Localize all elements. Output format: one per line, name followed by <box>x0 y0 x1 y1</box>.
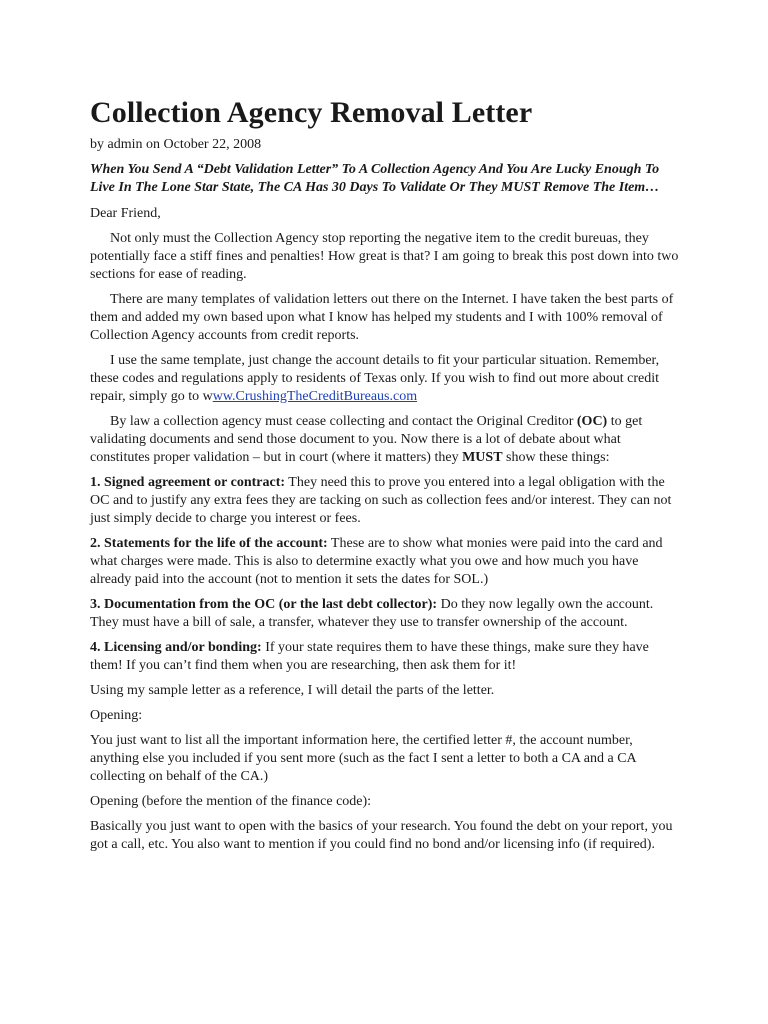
paragraph-4 <box>90 413 680 467</box>
list-item-text: They need this to prove you entered into a legal obligation with the OC and to justify any extra fees they are tacking on such as collection fees and/or interest. They can not just simply decide to charge you interest or fees. <box>90 475 672 526</box>
paragraph-1: Not only must the Collection Agency stop reporting the negative item to the credit bureuas, they potentially face a stiff fines and penalties! How great is that? I am going to break this post down into two sections for ease of reading. <box>90 231 679 282</box>
list-item-label: 2. Statements for the life of the account: <box>90 536 328 551</box>
list-item-documentation <box>90 596 680 632</box>
list-item-statements <box>90 535 680 589</box>
crushing-credit-bureaus-link[interactable]: ww.CrushingTheCreditBureaus.com <box>212 389 418 404</box>
list-item-text: Do they now legally own the account. They must have a bill of sale, a transfer, whatever they use to transfer ownership of the account. <box>90 597 654 630</box>
paragraph-9: Basically you just want to open with the basics of your research. You found the debt on your report, you got a call, etc. You also want to mention if you could find no bond and/or licensing info (if required). <box>90 819 673 852</box>
list-item-text: These are to show what monies were paid into the card and what charges were made. This is also to determine exactly what you owe and how much you have already paid into the account (not to mention it sets the dates for SOL.) <box>90 536 663 587</box>
paragraph-4-text-a: By law a collection agency must cease collecting and contact the Original Creditor <box>110 414 577 429</box>
list-item-signed-agreement <box>90 474 680 528</box>
paragraph-5: Using my sample letter as a reference, I will detail the parts of the letter. <box>90 683 495 698</box>
paragraph-4-text-c: show these things: <box>502 450 610 465</box>
list-item-label: 4. Licensing and/or bonding: <box>90 640 262 655</box>
byline: by admin on October 22, 2008 <box>90 137 262 152</box>
list-item-label: 3. Documentation from the OC (or the last debt collector): <box>90 597 438 612</box>
paragraph-3-text: I use the same template, just change the account details to fit your particular situation. Remember, these codes and regulations apply to residents of Texas only. If you wish to find out more about credit repair, simply go to w <box>90 353 660 404</box>
list-item-text: If your state requires them to have these things, make sure they have them! If you can’t find them when you are researching, then ask them for it! <box>90 640 649 673</box>
subheading: When You Send A “Debt Validation Letter” To A Collection Agency And You Are Lucky Enough To Live In The Lone Star State, The CA Has 30 Days To Validate Or They MUST Remove The Item… <box>90 162 660 195</box>
paragraph-3 <box>90 352 680 406</box>
section-label-opening: Opening: <box>90 708 143 723</box>
paragraph-2: There are many templates of validation letters out there on the Internet. I have taken the best parts of them and added my own based upon what I know has helped my students and I with 100% removal of Collection Agency accounts from credit reports. <box>90 292 674 343</box>
paragraph-4-text-b: to get validating documents and send those document to you. Now there is a lot of debate about what constitutes proper validation – but in court (where it matters) they <box>90 414 643 465</box>
greeting: Dear Friend, <box>90 206 161 221</box>
page-title: Collection Agency Removal Letter <box>90 96 533 129</box>
list-item-label: 1. Signed agreement or contract: <box>90 475 286 490</box>
paragraph-7: You just want to list all the important information here, the certified letter #, the account number, anything else you included if you sent more (such as the fact I sent a letter to both a CA and a CA collecting on behalf of the CA.) <box>90 733 636 784</box>
section-label-opening-finance-code: Opening (before the mention of the finance code): <box>90 794 372 809</box>
list-item-licensing <box>90 639 680 675</box>
original-creditor-abbrev: (OC) <box>576 414 608 429</box>
must-emphasis: MUST <box>462 450 503 465</box>
